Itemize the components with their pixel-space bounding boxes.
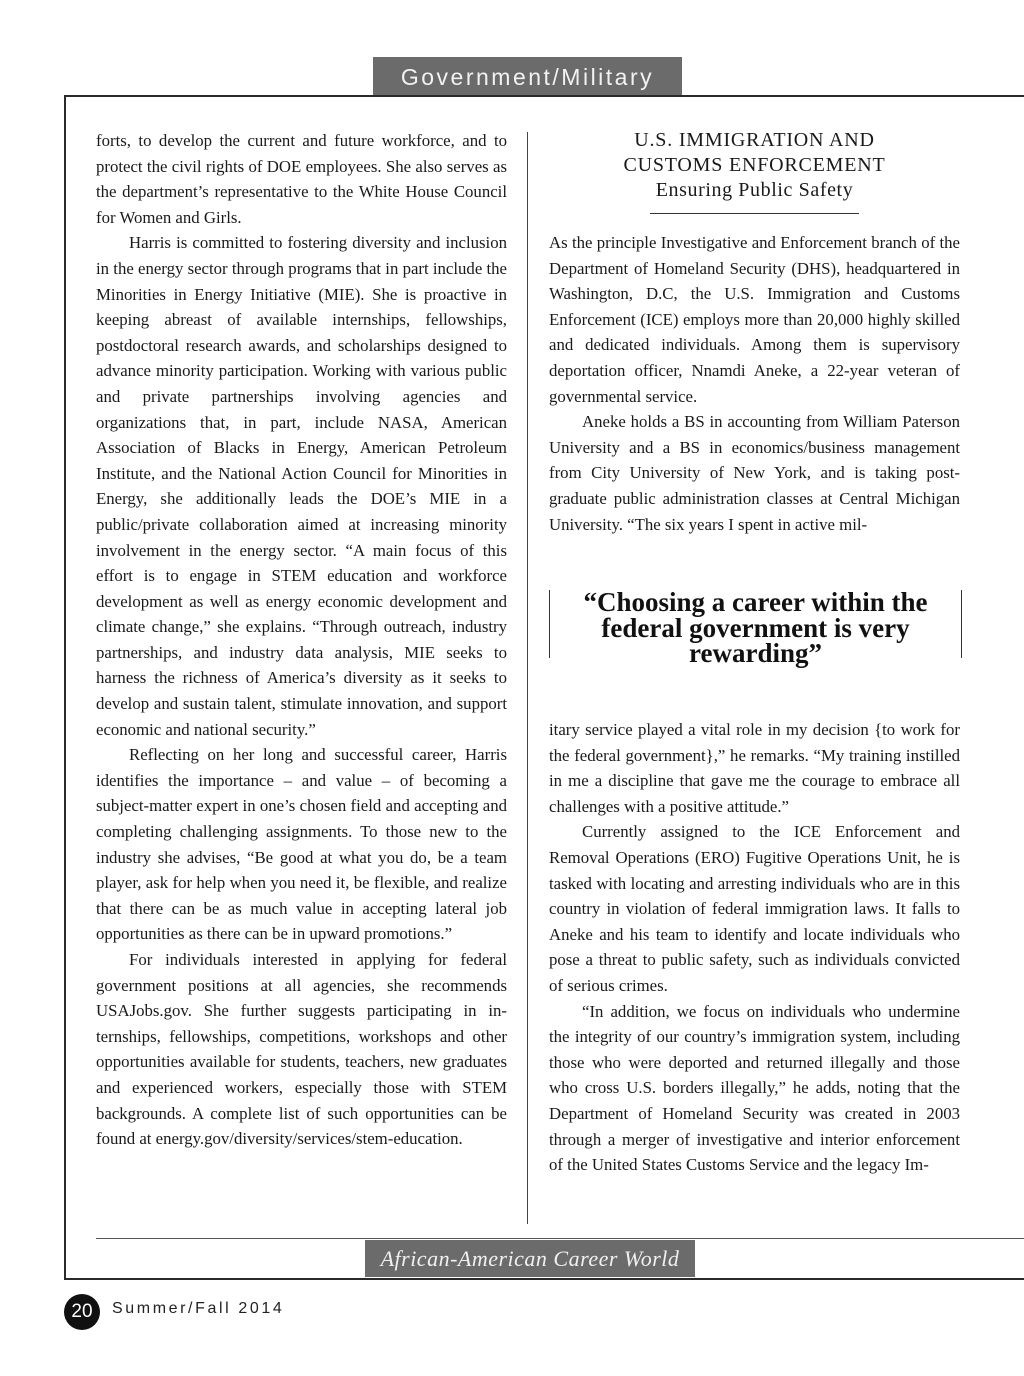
pull-quote: “Choosing a career within the federal government is very rewarding” <box>549 590 962 658</box>
right-paragraph-1: As the principle Investigative and Enforcement branch of the Department of Homeland Security (DHS), headquartered in Washington, D.C, the U.S. Immigration and Customs Enforcement (ICE) employs more than 20,000 highly skilled and dedicated individuals. Among them is supervisory deportation officer, Nnamdi Aneke, a 22-year veteran of governmental service. <box>549 233 960 406</box>
left-paragraph-3: Reflecting on her long and successful career, Harris identifies the importance – and value – of becoming a subject-matter expert in one’s chosen field and accepting and completing challenging assignments. To those new to the industry she advises, “Be good at what you do, be a team player, ask for help when you need it, be flexible, and realize that there can be as much value in accepting lateral job opportunities as there can be in upward promotions.” <box>96 745 507 944</box>
issue-label: Summer/Fall 2014 <box>112 1300 285 1317</box>
right-paragraph-2: Aneke holds a BS in accounting from William Paterson University and a BS in economics/business management from City University of New York, and is taking post-graduate public administration classes at Central Michigan University. “The six years I spent in active mil- <box>549 412 960 534</box>
headline-line-2: CUSTOMS ENFORCEMENT <box>623 154 886 176</box>
left-paragraph-1: forts, to develop the current and future workforce, and to protect the civil rights of DOE employees. She also serves as the department’s representative to the White House Council for Women and Girls. <box>96 131 507 227</box>
frame-left-rule <box>64 95 66 1280</box>
right-column-top <box>549 230 960 537</box>
left-column <box>96 128 507 1152</box>
publication-footer-tab: African-American Career World <box>365 1240 695 1277</box>
left-paragraph-4: For individuals interested in applying for federal government positions at all agencies, she recommends USAJobs.gov. She further suggests participating in internships, fellowships, competitions, workshops and other opportunities available for students, teachers, new graduates and experienced workers, especially those with STEM backgrounds. A complete list of such opportunities can be found at energy.gov/diversity/services/stem-education. <box>96 950 507 1149</box>
headline-line-1: U.S. IMMIGRATION AND <box>634 129 875 151</box>
section-header-tab: Government/Military <box>373 57 682 95</box>
left-paragraph-2: Harris is committed to fostering diversity and inclusion in the energy sector through programs that in part include the Minorities in Energy Initiative (MIE). She is proactive in keeping abreast of available internships, fellowships, postdoctoral research awards, and scholarships designed to advance minority participation. Working with various public and private partnerships involving agencies and organizations that, in part, include NASA, American Association of Blacks in Energy, American Petroleum Institute, and the National Action Council for Minorities in Energy, she additionally leads the DOE’s MIE in a public/private collaboration aimed at increasing minority involvement in the energy sector. “A main focus of this effort is to engage in STEM education and workforce development as well as energy economic development and climate change,” she explains. “Through outreach, industry partnerships, and industry data analysis, MIE seeks to harness the richness of America’s diversity as it seeks to develop and sustain talent, stimulate innovation, and support economic and national security.” <box>96 233 507 739</box>
right-paragraph-4: Currently assigned to the ICE Enforcement and Removal Operations (ERO) Fugitive Operations Unit, he is tasked with locating and arresting individuals who are in this country in violation of federal immigration laws. It falls to Aneke and his team to identify and locate individuals who pose a threat to public safety, such as individuals convicted of serious crimes. <box>549 822 960 995</box>
article-headline <box>549 128 960 203</box>
page-number-badge: 20 <box>64 1294 100 1330</box>
column-divider <box>527 132 528 1224</box>
right-paragraph-5: “In addition, we focus on individuals who undermine the integrity of our country’s immigration system, including those who were deported and returned illegally and those who cross U.S. borders illegally,” he adds, noting that the Department of Homeland Security was created in 2003 through a merger of investigative and interior enforcement of the United States Customs Service and the legacy Im- <box>549 1001 960 1175</box>
footer-rule <box>96 1238 1024 1239</box>
frame-bottom-rule <box>64 1278 1024 1280</box>
right-column-bottom <box>549 717 960 1178</box>
article-subheadline: Ensuring Public Safety <box>655 179 854 201</box>
right-paragraph-3: itary service played a vital role in my decision {to work for the federal government},” he remarks. “My training instilled in me a discipline that gave me the courage to embrace all challenges with a positive attitude.” <box>549 720 960 816</box>
frame-top-rule <box>64 95 1024 97</box>
headline-rule <box>650 213 859 214</box>
